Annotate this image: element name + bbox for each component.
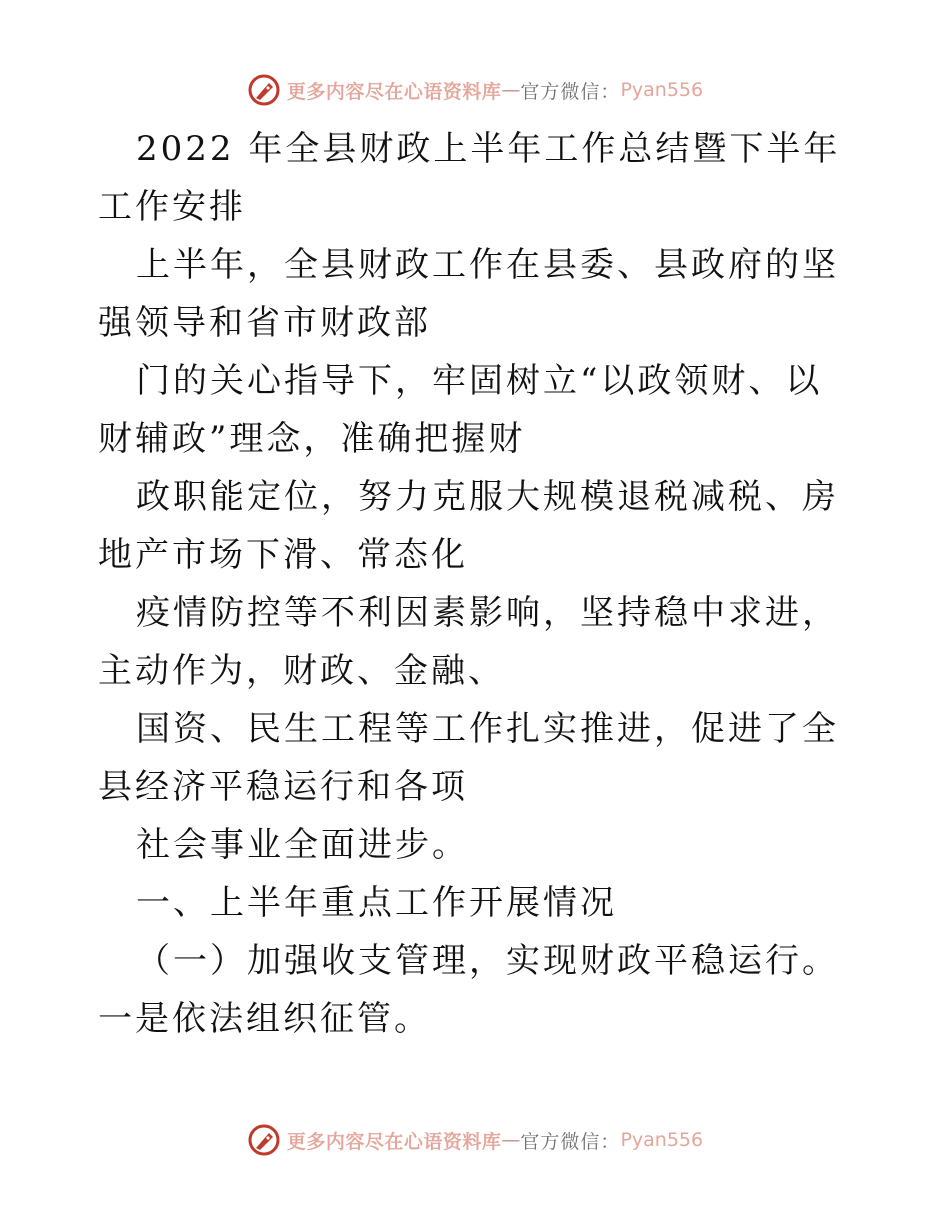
section-heading: 一、上半年重点工作开展情况 [136,883,617,923]
subsection-heading: （一）加强收支管理，实现财政平稳运行。一是依法组织征管。 [98,941,839,1039]
document-title: 2022 年全县财政上半年工作总结暨下半年工作安排 [98,129,841,227]
paragraph: 门的关心指导下，牢固树立“以政领财、以财辅政”理念，准确把握财 [98,361,823,459]
header-watermark-banner [0,70,950,110]
banner-wechat-label: 官方微信： [520,80,621,103]
banner-wechat-label: 官方微信： [520,1130,621,1153]
pen-nib-logo-icon [247,1123,281,1157]
paragraph: 国资、民生工程等工作扎实推进，促进了全县经济平稳运行和各项 [98,709,839,807]
banner-site-text: 更多内容尽在心语资料库 [286,1130,502,1153]
paragraph: 疫情防控等不利因素影响，坚持稳中求进，主动作为，财政、金融、 [98,593,839,691]
banner-separator: — [501,1129,521,1151]
document-body [98,120,858,1048]
footer-watermark-banner [0,1120,950,1160]
paragraph: 社会事业全面进步。 [136,825,469,865]
banner-site-text: 更多内容尽在心语资料库 [286,80,502,103]
paragraph: 政职能定位，努力克服大规模退税减税、房地产市场下滑、常态化 [98,477,839,575]
pen-nib-logo-icon [247,73,281,107]
banner-wechat-id: Pyan556 [620,79,704,101]
banner-wechat-id: Pyan556 [620,1129,704,1151]
banner-separator: — [501,79,521,101]
paragraph: 上半年，全县财政工作在县委、县政府的坚强领导和省市财政部 [98,245,839,343]
